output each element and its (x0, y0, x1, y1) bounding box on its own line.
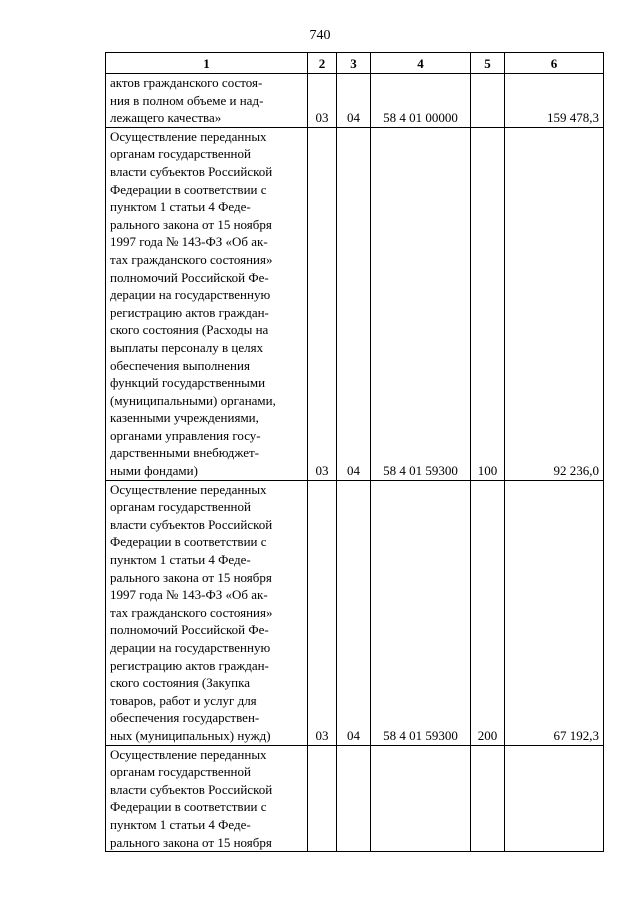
table-row (106, 127, 604, 480)
table-row (106, 74, 604, 128)
row-section-code: 03 (308, 480, 337, 745)
row-expense-type: 100 (471, 127, 505, 480)
row-subsection-code: 04 (337, 74, 371, 128)
row-target-article: 58 4 01 59300 (371, 480, 471, 745)
row-expense-type: 200 (471, 480, 505, 745)
row-description: Осуществление переданных органам государственной власти субъектов Российской Федерации в соответствии с пунктом 1 статьи 4 Феде- рального закона от 15 ноября 1997 года № 143-ФЗ «Об ак- тах гражданского состояния» полномочий Российской Фе- дерации на государственную регистрацию актов граждан- ского состояния (Закупка товаров, работ и услуг для обеспечения государствен- ных (муниципальных) нужд) (106, 480, 308, 745)
row-amount: 159 478,3 (505, 74, 604, 128)
row-amount: 92 236,0 (505, 127, 604, 480)
header-col-6: 6 (505, 53, 604, 74)
row-target-article: 58 4 01 00000 (371, 74, 471, 128)
row-expense-type (471, 745, 505, 852)
row-target-article: 58 4 01 59300 (371, 127, 471, 480)
header-col-5: 5 (471, 53, 505, 74)
budget-table (105, 52, 604, 852)
row-section-code (308, 745, 337, 852)
row-description: Осуществление переданных органам государственной власти субъектов Российской Федерации в соответствии с пунктом 1 статьи 4 Феде- рального закона от 15 ноября 1997 года № 143-ФЗ «Об ак- тах гражданского состояния» полномочий Российской Фе- дерации на государственную регистрацию актов граждан- ского состояния (Расходы на выплаты персоналу в целях обеспечения выполнения функций государственными (муниципальными) органами, казенными учреждениями, органами управления госу- дарственными внебюджет- ными фондами) (106, 127, 308, 480)
row-amount: 67 192,3 (505, 480, 604, 745)
header-col-1: 1 (106, 53, 308, 74)
row-section-code: 03 (308, 127, 337, 480)
header-col-3: 3 (337, 53, 371, 74)
row-subsection-code (337, 745, 371, 852)
row-amount (505, 745, 604, 852)
page-number: 740 (309, 28, 331, 43)
row-subsection-code: 04 (337, 127, 371, 480)
table-row (106, 745, 604, 852)
row-target-article (371, 745, 471, 852)
table-row (106, 480, 604, 745)
row-description: актов гражданского состоя- ния в полном объеме и над- лежащего качества» (106, 74, 308, 128)
header-col-2: 2 (308, 53, 337, 74)
row-expense-type (471, 74, 505, 128)
row-subsection-code: 04 (337, 480, 371, 745)
table-header-row (106, 53, 604, 74)
row-section-code: 03 (308, 74, 337, 128)
header-col-4: 4 (371, 53, 471, 74)
row-description: Осуществление переданных органам государственной власти субъектов Российской Федерации в соответствии с пунктом 1 статьи 4 Феде- рального закона от 15 ноября (106, 745, 308, 852)
